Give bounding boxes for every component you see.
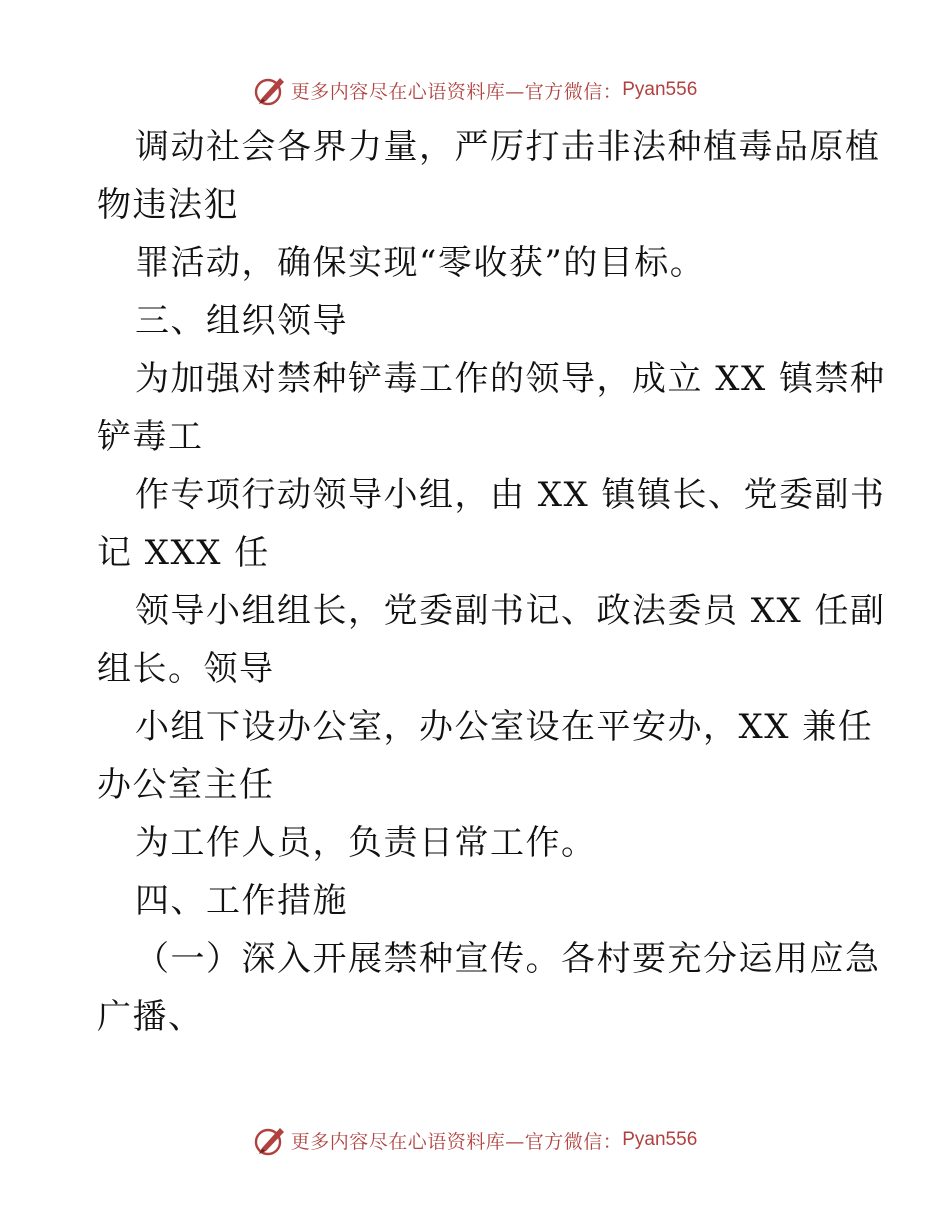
- document-body: [97, 118, 886, 1046]
- body-text-line: 广播、: [97, 997, 204, 1037]
- body-text-line: 铲毒工: [97, 417, 204, 457]
- body-text-line: 办公室主任: [97, 765, 275, 805]
- watermark-text: 更多内容尽在心语资料库—官方微信：: [290, 1130, 623, 1153]
- header-watermark: [0, 72, 950, 108]
- body-text-line: 为加强对禁种铲毒工作的领导，成立 XX 镇禁种: [135, 359, 886, 399]
- pen-logo-icon: [253, 73, 287, 107]
- body-text-line: 调动社会各界力量，严厉打击非法种植毒品原植: [135, 127, 881, 167]
- body-text-line: 领导小组组长，党委副书记、政法委员 XX 任副: [135, 591, 886, 631]
- pen-logo-icon: [253, 1123, 287, 1157]
- body-text-line: 小组下设办公室，办公室设在平安办，XX 兼任: [135, 707, 874, 747]
- body-text-line: 记 XXX 任: [97, 533, 270, 573]
- watermark-text: 更多内容尽在心语资料库—官方微信：: [290, 80, 623, 103]
- body-text-line: 作专项行动领导小组，由 XX 镇镇长、党委副书: [135, 475, 886, 515]
- body-text-line: 罪活动，确保实现“零收获”的目标。: [135, 243, 706, 283]
- body-text-line: 为工作人员，负责日常工作。: [135, 823, 597, 863]
- body-text-line: 组长。领导: [97, 649, 275, 689]
- watermark-wechat-id: Pyan556: [622, 79, 698, 100]
- body-text-line: 三、组织领导: [135, 301, 348, 341]
- footer-watermark: [0, 1122, 950, 1158]
- body-text-line: （一）深入开展禁种宣传。各村要充分运用应急: [135, 939, 881, 979]
- watermark-wechat-id: Pyan556: [622, 1129, 698, 1150]
- body-text-line: 四、工作措施: [135, 881, 348, 921]
- body-text-line: 物违法犯: [97, 185, 239, 225]
